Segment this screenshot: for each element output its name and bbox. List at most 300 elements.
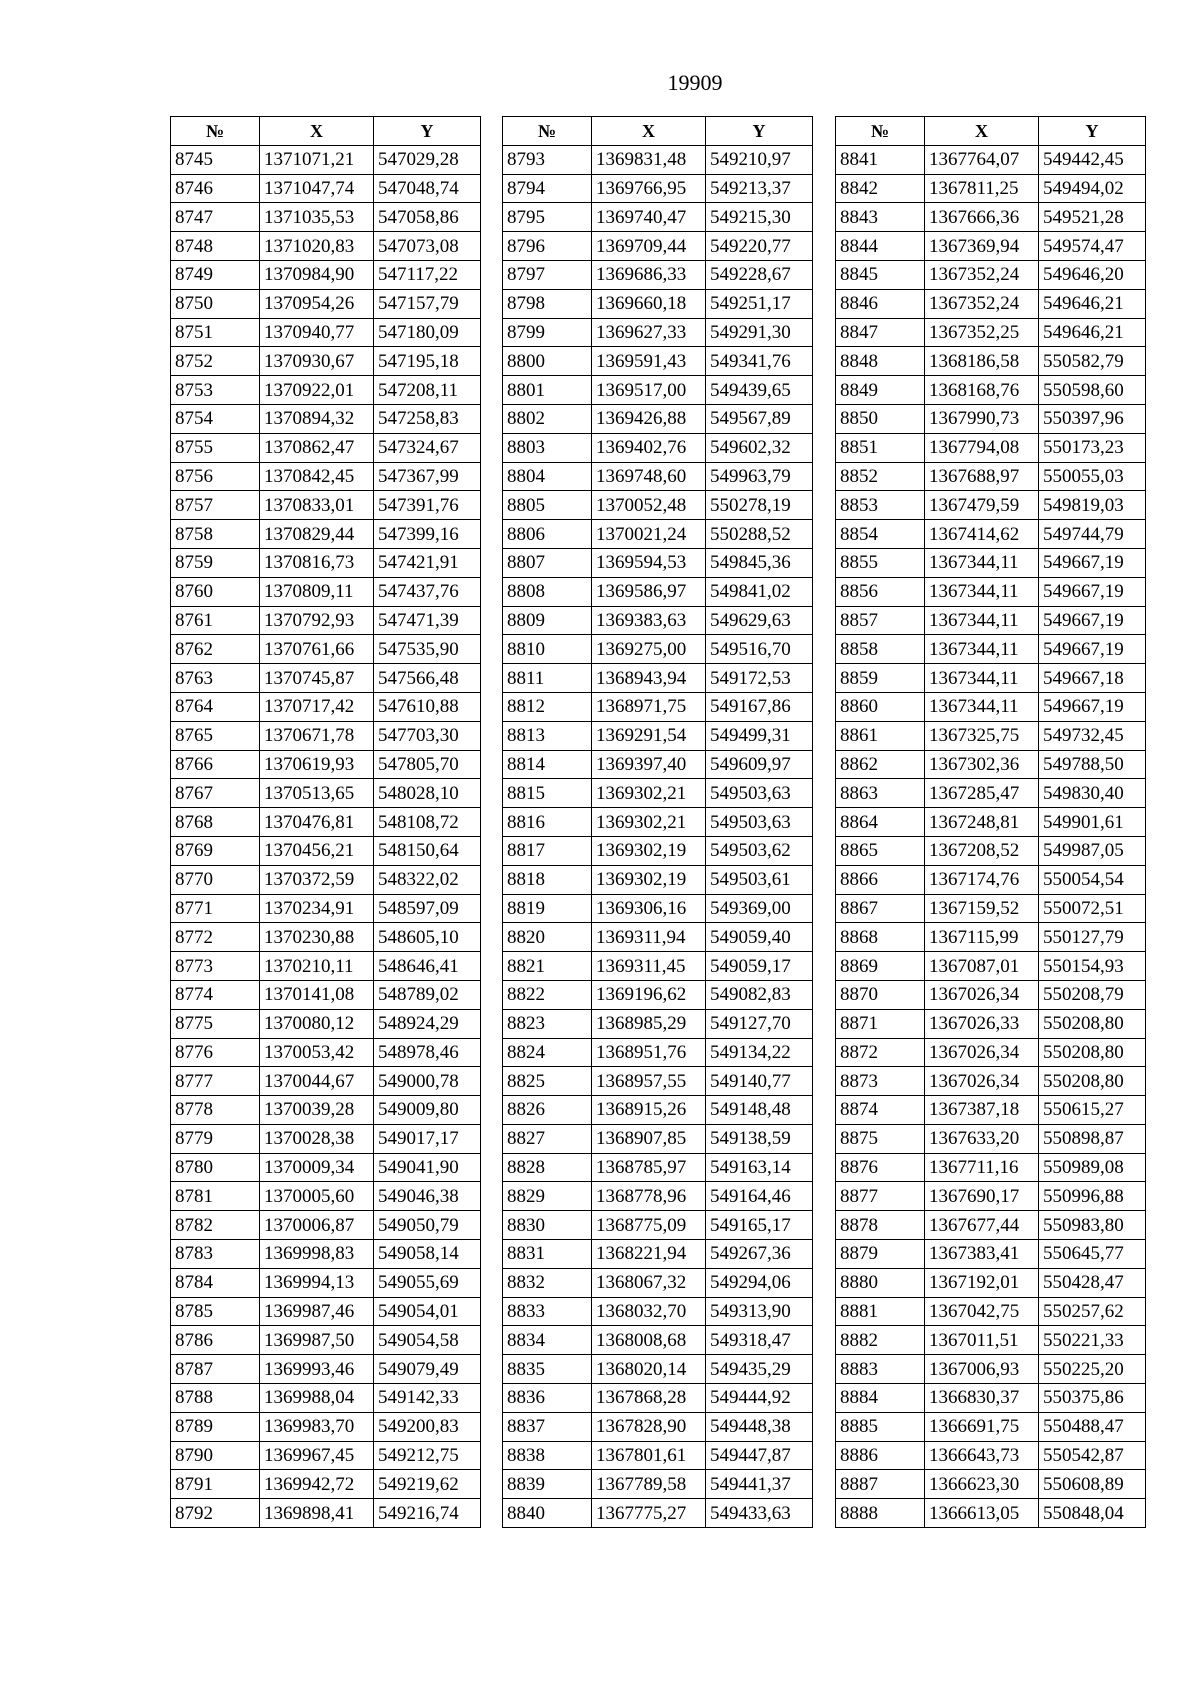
cell-number: 8876: [836, 1153, 925, 1182]
cell-x: 1367174,76: [925, 865, 1039, 894]
cell-number: 8822: [503, 980, 592, 1009]
cell-x: 1367344,11: [925, 692, 1039, 721]
cell-y: 549000,78: [374, 1067, 481, 1096]
cell-y: 549646,20: [1039, 260, 1146, 289]
table-row: [836, 203, 1146, 232]
cell-x: 1367677,44: [925, 1211, 1039, 1240]
cell-y: 547805,70: [374, 750, 481, 779]
cell-number: 8849: [836, 376, 925, 405]
cell-y: 549667,19: [1039, 635, 1146, 664]
cell-x: 1370940,77: [260, 318, 374, 347]
cell-y: 550645,77: [1039, 1240, 1146, 1269]
cell-y: 550542,87: [1039, 1441, 1146, 1470]
cell-number: 8825: [503, 1067, 592, 1096]
table-row: [503, 1124, 813, 1153]
table-row: [836, 462, 1146, 491]
cell-number: 8819: [503, 894, 592, 923]
cell-x: 1370372,59: [260, 865, 374, 894]
cell-x: 1367801,61: [592, 1441, 706, 1470]
cell-y: 549216,74: [374, 1499, 481, 1528]
cell-y: 549602,32: [706, 433, 813, 462]
cell-number: 8790: [171, 1441, 260, 1470]
table-row: [503, 548, 813, 577]
table-row: [503, 1355, 813, 1384]
table-row: [836, 865, 1146, 894]
cell-number: 8881: [836, 1297, 925, 1326]
cell-number: 8774: [171, 980, 260, 1009]
cell-number: 8866: [836, 865, 925, 894]
table-row: [503, 1038, 813, 1067]
cell-x: 1367159,52: [925, 894, 1039, 923]
cell-x: 1367026,33: [925, 1009, 1039, 1038]
cell-x: 1369831,48: [592, 145, 706, 174]
cell-y: 549667,19: [1039, 548, 1146, 577]
table-row: [171, 1326, 481, 1355]
cell-x: 1369311,94: [592, 923, 706, 952]
table-row: [171, 1441, 481, 1470]
cell-y: 550173,23: [1039, 433, 1146, 462]
cell-y: 550288,52: [706, 520, 813, 549]
header-x: X: [592, 117, 706, 146]
table-row: [171, 347, 481, 376]
cell-x: 1370456,21: [260, 836, 374, 865]
cell-y: 549732,45: [1039, 721, 1146, 750]
cell-x: 1369942,72: [260, 1470, 374, 1499]
table-row: [836, 1067, 1146, 1096]
cell-number: 8882: [836, 1326, 925, 1355]
table-row: [503, 1412, 813, 1441]
table-row: [503, 750, 813, 779]
cell-x: 1366623,30: [925, 1470, 1039, 1499]
table-row: [836, 548, 1146, 577]
table-row: [171, 289, 481, 318]
cell-x: 1368971,75: [592, 692, 706, 721]
cell-number: 8884: [836, 1384, 925, 1413]
cell-y: 549441,37: [706, 1470, 813, 1499]
cell-y: 549148,48: [706, 1096, 813, 1125]
table-row: [171, 1470, 481, 1499]
cell-number: 8767: [171, 779, 260, 808]
cell-number: 8862: [836, 750, 925, 779]
cell-y: 549667,19: [1039, 692, 1146, 721]
cell-y: 550375,86: [1039, 1384, 1146, 1413]
cell-y: 547324,67: [374, 433, 481, 462]
table-row: [171, 232, 481, 261]
cell-number: 8880: [836, 1268, 925, 1297]
cell-number: 8887: [836, 1470, 925, 1499]
cell-y: 549341,76: [706, 347, 813, 376]
table-row: [171, 548, 481, 577]
cell-x: 1369302,21: [592, 779, 706, 808]
cell-x: 1370210,11: [260, 952, 374, 981]
cell-y: 547048,74: [374, 174, 481, 203]
table-row: [836, 1124, 1146, 1153]
table-row: [171, 145, 481, 174]
cell-y: 550996,88: [1039, 1182, 1146, 1211]
cell-y: 549744,79: [1039, 520, 1146, 549]
table-row: [171, 491, 481, 520]
cell-x: 1368775,09: [592, 1211, 706, 1240]
cell-y: 549165,17: [706, 1211, 813, 1240]
cell-y: 550989,08: [1039, 1153, 1146, 1182]
cell-x: 1370009,34: [260, 1153, 374, 1182]
table-row: [171, 520, 481, 549]
header-x: X: [925, 117, 1039, 146]
cell-x: 1369983,70: [260, 1412, 374, 1441]
cell-x: 1366643,73: [925, 1441, 1039, 1470]
cell-y: 549442,45: [1039, 145, 1146, 174]
cell-y: 547367,99: [374, 462, 481, 491]
cell-y: 548646,41: [374, 952, 481, 981]
table-row: [503, 1268, 813, 1297]
cell-y: 549009,80: [374, 1096, 481, 1125]
cell-x: 1370141,08: [260, 980, 374, 1009]
cell-x: 1369967,45: [260, 1441, 374, 1470]
cell-y: 547073,08: [374, 232, 481, 261]
cell-number: 8854: [836, 520, 925, 549]
cell-number: 8791: [171, 1470, 260, 1499]
cell-x: 1367352,25: [925, 318, 1039, 347]
cell-number: 8858: [836, 635, 925, 664]
cell-number: 8805: [503, 491, 592, 520]
cell-x: 1369275,00: [592, 635, 706, 664]
cell-x: 1371071,21: [260, 145, 374, 174]
cell-y: 549267,36: [706, 1240, 813, 1269]
cell-number: 8809: [503, 606, 592, 635]
table-row: [503, 1182, 813, 1211]
cell-number: 8783: [171, 1240, 260, 1269]
table-row: [503, 1499, 813, 1528]
header-number: №: [503, 117, 592, 146]
cell-x: 1367344,11: [925, 577, 1039, 606]
cell-number: 8765: [171, 721, 260, 750]
cell-number: 8811: [503, 664, 592, 693]
cell-x: 1367789,58: [592, 1470, 706, 1499]
table-row: [171, 203, 481, 232]
cell-x: 1369594,53: [592, 548, 706, 577]
table-row: [836, 1211, 1146, 1240]
cell-number: 8873: [836, 1067, 925, 1096]
cell-x: 1370039,28: [260, 1096, 374, 1125]
cell-number: 8872: [836, 1038, 925, 1067]
table-row: [503, 260, 813, 289]
cell-y: 549963,79: [706, 462, 813, 491]
cell-number: 8813: [503, 721, 592, 750]
table-row: [171, 376, 481, 405]
cell-number: 8787: [171, 1355, 260, 1384]
cell-y: 549134,22: [706, 1038, 813, 1067]
cell-y: 549059,40: [706, 923, 813, 952]
cell-number: 8850: [836, 404, 925, 433]
header-x: X: [260, 117, 374, 146]
table-row: [836, 1355, 1146, 1384]
cell-x: 1369586,97: [592, 577, 706, 606]
cell-x: 1369426,88: [592, 404, 706, 433]
table-row: [836, 1153, 1146, 1182]
cell-y: 548924,29: [374, 1009, 481, 1038]
table-row: [503, 289, 813, 318]
cell-number: 8831: [503, 1240, 592, 1269]
cell-number: 8870: [836, 980, 925, 1009]
cell-x: 1367026,34: [925, 980, 1039, 1009]
cell-x: 1370816,73: [260, 548, 374, 577]
cell-number: 8751: [171, 318, 260, 347]
cell-number: 8856: [836, 577, 925, 606]
cell-number: 8755: [171, 433, 260, 462]
cell-x: 1366830,37: [925, 1384, 1039, 1413]
table-row: [171, 923, 481, 952]
cell-y: 548597,09: [374, 894, 481, 923]
cell-number: 8776: [171, 1038, 260, 1067]
cell-y: 547399,16: [374, 520, 481, 549]
cell-y: 550488,47: [1039, 1412, 1146, 1441]
cell-x: 1367344,11: [925, 606, 1039, 635]
table-row: [171, 721, 481, 750]
table-row: [836, 1297, 1146, 1326]
cell-number: 8875: [836, 1124, 925, 1153]
cell-y: 549163,14: [706, 1153, 813, 1182]
table-row: [836, 721, 1146, 750]
cell-number: 8792: [171, 1499, 260, 1528]
cell-y: 549041,90: [374, 1153, 481, 1182]
cell-number: 8786: [171, 1326, 260, 1355]
cell-y: 549219,62: [374, 1470, 481, 1499]
cell-y: 549819,03: [1039, 491, 1146, 520]
cell-x: 1369686,33: [592, 260, 706, 289]
cell-x: 1367026,34: [925, 1067, 1039, 1096]
cell-number: 8867: [836, 894, 925, 923]
cell-x: 1367115,99: [925, 923, 1039, 952]
cell-number: 8804: [503, 462, 592, 491]
cell-number: 8798: [503, 289, 592, 318]
table-row: [503, 721, 813, 750]
cell-number: 8747: [171, 203, 260, 232]
cell-number: 8857: [836, 606, 925, 635]
cell-number: 8773: [171, 952, 260, 981]
cell-y: 549574,47: [1039, 232, 1146, 261]
cell-y: 549140,77: [706, 1067, 813, 1096]
cell-y: 550898,87: [1039, 1124, 1146, 1153]
coordinates-table-1: [170, 116, 481, 1528]
cell-number: 8788: [171, 1384, 260, 1413]
table-row: [836, 952, 1146, 981]
cell-number: 8845: [836, 260, 925, 289]
table-row: [503, 952, 813, 981]
table-row: [503, 894, 813, 923]
cell-y: 549082,83: [706, 980, 813, 1009]
cell-number: 8771: [171, 894, 260, 923]
cell-number: 8800: [503, 347, 592, 376]
cell-number: 8794: [503, 174, 592, 203]
cell-x: 1368020,14: [592, 1355, 706, 1384]
table-row: [503, 635, 813, 664]
cell-number: 8759: [171, 548, 260, 577]
cell-x: 1367828,90: [592, 1412, 706, 1441]
cell-y: 549503,63: [706, 808, 813, 837]
cell-number: 8808: [503, 577, 592, 606]
cell-number: 8847: [836, 318, 925, 347]
cell-y: 549841,02: [706, 577, 813, 606]
cell-x: 1368915,26: [592, 1096, 706, 1125]
cell-number: 8766: [171, 750, 260, 779]
cell-number: 8843: [836, 203, 925, 232]
cell-y: 549213,37: [706, 174, 813, 203]
cell-number: 8806: [503, 520, 592, 549]
cell-x: 1369993,46: [260, 1355, 374, 1384]
cell-number: 8840: [503, 1499, 592, 1528]
table-row: [171, 577, 481, 606]
cell-y: 547535,90: [374, 635, 481, 664]
cell-x: 1366691,75: [925, 1412, 1039, 1441]
table-row: [171, 1009, 481, 1038]
table-row: [171, 1240, 481, 1269]
cell-x: 1368778,96: [592, 1182, 706, 1211]
cell-number: 8832: [503, 1268, 592, 1297]
table-row: [503, 491, 813, 520]
cell-number: 8779: [171, 1124, 260, 1153]
cell-y: 547703,30: [374, 721, 481, 750]
cell-number: 8860: [836, 692, 925, 721]
cell-y: 549499,31: [706, 721, 813, 750]
cell-y: 549046,38: [374, 1182, 481, 1211]
table-row: [503, 808, 813, 837]
cell-y: 549228,67: [706, 260, 813, 289]
cell-x: 1370021,24: [592, 520, 706, 549]
cell-y: 549433,63: [706, 1499, 813, 1528]
cell-y: 550221,33: [1039, 1326, 1146, 1355]
cell-number: 8748: [171, 232, 260, 261]
cell-y: 547029,28: [374, 145, 481, 174]
cell-number: 8814: [503, 750, 592, 779]
cell-number: 8865: [836, 836, 925, 865]
table-row: [836, 692, 1146, 721]
cell-x: 1367690,17: [925, 1182, 1039, 1211]
cell-number: 8746: [171, 174, 260, 203]
cell-y: 549059,17: [706, 952, 813, 981]
table-row: [171, 318, 481, 347]
cell-y: 549503,61: [706, 865, 813, 894]
cell-y: 549901,61: [1039, 808, 1146, 837]
table-row: [836, 433, 1146, 462]
cell-x: 1368985,29: [592, 1009, 706, 1038]
cell-y: 548605,10: [374, 923, 481, 952]
coordinates-table-3: [835, 116, 1146, 1528]
cell-number: 8803: [503, 433, 592, 462]
table-row: [171, 865, 481, 894]
cell-y: 547157,79: [374, 289, 481, 318]
table-row: [836, 347, 1146, 376]
cell-y: 549079,49: [374, 1355, 481, 1384]
cell-x: 1369402,76: [592, 433, 706, 462]
cell-x: 1367344,11: [925, 548, 1039, 577]
cell-x: 1367285,47: [925, 779, 1039, 808]
cell-x: 1367387,18: [925, 1096, 1039, 1125]
cell-x: 1368168,76: [925, 376, 1039, 405]
cell-y: 547437,76: [374, 577, 481, 606]
table-row: [836, 1470, 1146, 1499]
cell-y: 549667,18: [1039, 664, 1146, 693]
cell-number: 8763: [171, 664, 260, 693]
table-row: [503, 1067, 813, 1096]
cell-y: 550072,51: [1039, 894, 1146, 923]
table-row: [171, 606, 481, 635]
cell-x: 1370234,91: [260, 894, 374, 923]
cell-number: 8795: [503, 203, 592, 232]
cell-y: 549369,00: [706, 894, 813, 923]
cell-number: 8859: [836, 664, 925, 693]
cell-number: 8750: [171, 289, 260, 318]
cell-x: 1370829,44: [260, 520, 374, 549]
cell-number: 8855: [836, 548, 925, 577]
cell-y: 550608,89: [1039, 1470, 1146, 1499]
cell-y: 549050,79: [374, 1211, 481, 1240]
cell-y: 549210,97: [706, 145, 813, 174]
cell-x: 1370476,81: [260, 808, 374, 837]
cell-x: 1370922,01: [260, 376, 374, 405]
table-row: [503, 520, 813, 549]
cell-x: 1371035,53: [260, 203, 374, 232]
cell-y: 547195,18: [374, 347, 481, 376]
table-row: [503, 1096, 813, 1125]
cell-x: 1367192,01: [925, 1268, 1039, 1297]
cell-x: 1367811,25: [925, 174, 1039, 203]
cell-y: 550208,79: [1039, 980, 1146, 1009]
cell-number: 8770: [171, 865, 260, 894]
cell-number: 8830: [503, 1211, 592, 1240]
cell-y: 549503,63: [706, 779, 813, 808]
cell-y: 549629,63: [706, 606, 813, 635]
cell-x: 1371047,74: [260, 174, 374, 203]
cell-x: 1370809,11: [260, 577, 374, 606]
cell-x: 1367479,59: [925, 491, 1039, 520]
cell-x: 1370842,45: [260, 462, 374, 491]
header-y: Y: [706, 117, 813, 146]
cell-y: 549291,30: [706, 318, 813, 347]
cell-x: 1369987,46: [260, 1297, 374, 1326]
table-row: [171, 635, 481, 664]
table-row: [503, 1297, 813, 1326]
cell-number: 8841: [836, 145, 925, 174]
cell-number: 8782: [171, 1211, 260, 1240]
cell-number: 8749: [171, 260, 260, 289]
cell-x: 1369748,60: [592, 462, 706, 491]
cell-x: 1367633,20: [925, 1124, 1039, 1153]
table-row: [836, 1009, 1146, 1038]
table-row: [503, 1009, 813, 1038]
cell-x: 1370745,87: [260, 664, 374, 693]
cell-x: 1369709,44: [592, 232, 706, 261]
table-row: [503, 664, 813, 693]
cell-x: 1368951,76: [592, 1038, 706, 1067]
cell-y: 549142,33: [374, 1384, 481, 1413]
table-row: [171, 894, 481, 923]
cell-number: 8775: [171, 1009, 260, 1038]
cell-y: 549448,38: [706, 1412, 813, 1441]
table-row: [836, 260, 1146, 289]
table-row: [836, 606, 1146, 635]
table-row: [836, 779, 1146, 808]
cell-x: 1369311,45: [592, 952, 706, 981]
cell-y: 547180,09: [374, 318, 481, 347]
cell-x: 1367383,41: [925, 1240, 1039, 1269]
cell-x: 1367011,51: [925, 1326, 1039, 1355]
cell-number: 8756: [171, 462, 260, 491]
cell-x: 1369740,47: [592, 203, 706, 232]
table-row: [836, 836, 1146, 865]
cell-y: 550208,80: [1039, 1009, 1146, 1038]
table-row: [171, 836, 481, 865]
cell-x: 1367208,52: [925, 836, 1039, 865]
